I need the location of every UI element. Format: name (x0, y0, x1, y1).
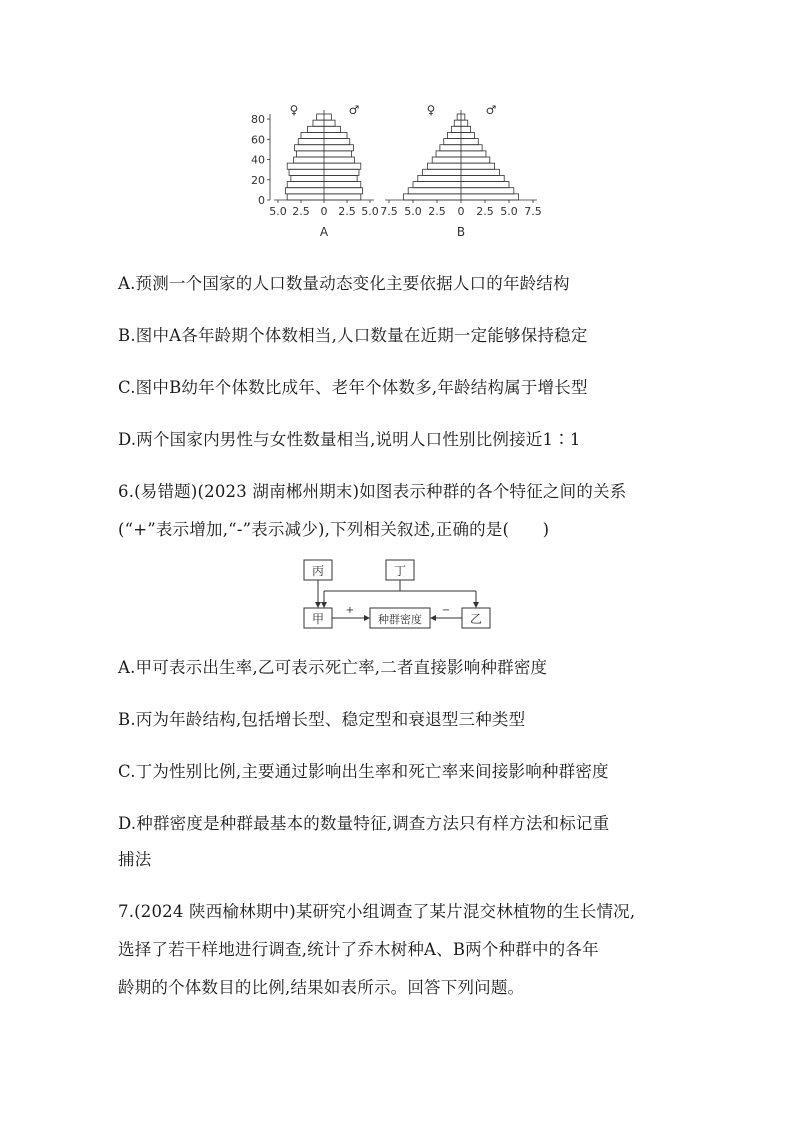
x-tick-label: 5.0 (361, 205, 379, 218)
q5-option-b: B.图中A各年龄期个体数相当,人口数量在近期一定能够保持稳定 (118, 326, 588, 345)
q6-option-d: D.种群密度是种群最基本的数量特征,调查方法只有样方法和标记重 (118, 814, 610, 833)
population-pyramid-figure (240, 100, 560, 245)
x-tick-label: 2.5 (476, 205, 494, 218)
label-ding: 丁 (393, 564, 407, 578)
q7-stem-line-2: 选择了若干样地进行调查,统计了乔木树种A、B两个种群中的各年 (118, 940, 599, 959)
x-tick-label: 2.5 (428, 205, 446, 218)
x-tick-label: 5.0 (269, 205, 287, 218)
y-tick-label: 20 (251, 173, 265, 187)
y-tick-label: 0 (258, 194, 265, 207)
pyramid-label: B (456, 225, 466, 239)
y-tick-label: 60 (251, 133, 265, 147)
y-tick-label: 80 (251, 113, 265, 127)
x-tick-label: 0 (320, 205, 328, 218)
pyramid-a (251, 103, 379, 239)
x-tick-label: 7.5 (380, 205, 398, 218)
population-feature-diagram (300, 558, 500, 634)
q6-option-b: B.丙为年龄结构,包括增长型、稳定型和衰退型三种类型 (118, 710, 526, 729)
q5-option-c: C.图中B幼年个体数比成年、老年个体数多,年龄结构属于增长型 (118, 378, 588, 397)
pyramid-b (380, 103, 542, 239)
q5-option-a: A.预测一个国家的人口数量动态变化主要依据人口的年龄结构 (118, 274, 570, 293)
q6-stem-line-1: 6.(易错题)(2023 湖南郴州期末)如图表示种群的各个特征之间的关系 (118, 482, 627, 501)
y-tick-label: 40 (251, 153, 265, 167)
q7-stem-line-1: 7.(2024 陕西榆林期中)某研究小组调查了某片混交林植物的生长情况, (118, 902, 636, 921)
female-symbol: ♀ (426, 103, 436, 117)
male-symbol: ♂ (485, 103, 497, 117)
x-tick-label: 5.0 (500, 205, 518, 218)
q5-option-d: D.两个国家内男性与女性数量相当,说明人口性别比例接近1∶1 (118, 430, 581, 449)
x-tick-label: 7.5 (524, 205, 542, 218)
x-tick-label: 2.5 (292, 205, 310, 218)
label-yi: 乙 (469, 612, 483, 626)
q6-option-c: C.丁为性别比例,主要通过影响出生率和死亡率来间接影响种群密度 (118, 762, 609, 781)
q7-stem-line-3: 龄期的个体数目的比例,结果如表所示。回答下列问题。 (118, 978, 525, 997)
x-tick-label: 0 (457, 205, 465, 218)
pyramid-label: A (319, 225, 329, 239)
plus-sign: + (345, 605, 355, 616)
q6-option-d-continued: 捕法 (118, 850, 152, 869)
male-symbol: ♂ (348, 103, 360, 117)
q6-option-a: A.甲可表示出生率,乙可表示死亡率,二者直接影响种群密度 (118, 658, 548, 677)
label-density: 种群密度 (378, 613, 422, 626)
x-tick-label: 2.5 (338, 205, 356, 218)
female-symbol: ♀ (289, 103, 299, 117)
minus-sign: − (441, 605, 451, 616)
x-tick-label: 5.0 (404, 205, 422, 218)
label-bing: 丙 (311, 564, 325, 578)
label-jia: 甲 (311, 612, 325, 626)
q6-stem-line-2: (“+”表示增加,“-”表示减少),下列相关叙述,正确的是( ) (118, 520, 550, 539)
